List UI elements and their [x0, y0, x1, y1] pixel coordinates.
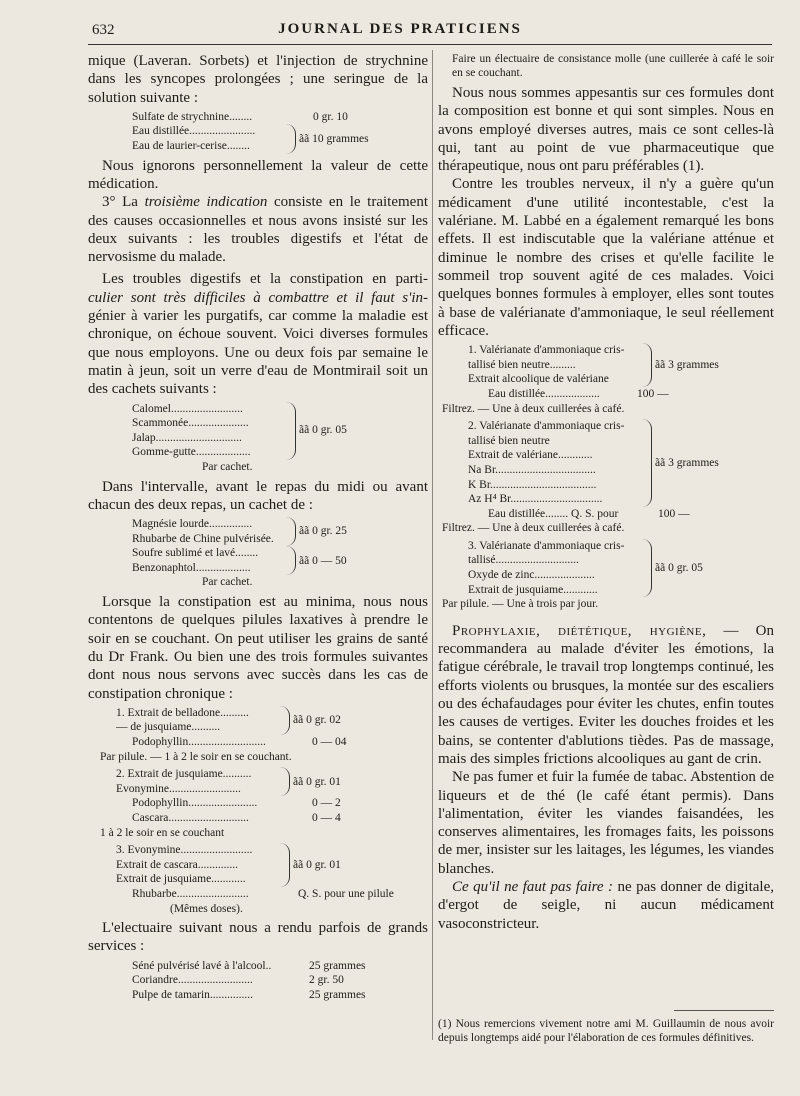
paragraph: mique (Laveran. Sorbets) et l'injection de strychnine dans les syncopes prolongées ; une seringue de la solution suivante :	[88, 53, 428, 106]
paragraph: Ne pas fumer et fuir la fumée de tabac. Abstention de liqueurs et de thé (le café étant permis). Dans l'alimentation, éviter les viandes faisandées, les conserves alimentaires, les fromages faits, les poissons de mer, insister sur les laitages, les légumes, les viandes blanches.	[438, 769, 774, 877]
paragraph: L'electuaire suivant nous a rendu parfois de grands services :	[88, 920, 428, 955]
journal-title: JOURNAL DES PRATICIENS	[278, 21, 522, 37]
formula-electuaire: Séné pulvérisé lavé à l'alcool.. 25 grammes Coriandre.......................... 2 gr. 50 Pulpe de tamarin............... 25 grammes	[132, 959, 366, 1001]
header-rule	[88, 44, 772, 45]
paragraph: Dans l'intervalle, avant le repas du midi ou avant chacun des deux repas, un cachet de :	[88, 478, 428, 513]
formula-pilule-1: 1. Extrait de belladone.......... — de jusquiame.......... ãã 0 gr. 02 Podophyllin........................... 0 — 04 Par pilule. — 1 à 2 le soir en se couchant.	[100, 706, 347, 763]
formula-valeriane-2: 2. Valérianate d'ammoniaque cris- tallisé bien neutre Extrait de valériane............ Na Br................................... K Br..................................... Az H⁴ Br................................ ãã 3 grammes Eau distillée........ Q. S. pour 100 — Filtrez. — Une à deux cuillerées à café.	[442, 420, 719, 535]
formula-valeriane-3: 3. Valérianate d'ammoniaque cris- tallisé............................. Oxyde de zinc..................... Extrait de jusquiame............ ãã 0 gr. 05 Par pilule. — Une à trois par jour.	[442, 539, 703, 611]
footnote-block	[438, 1010, 774, 1045]
column-divider	[432, 50, 433, 1040]
paragraph: Ce qu'il ne faut pas faire : ne pas donner de digitale, d'ergot de seigle, ni aucun médicament vasoconstricteur.	[438, 879, 774, 932]
paragraph-prophylaxie: Prophylaxie, diététique, hygiène, — On recommandera au malade d'éviter les émotions, la fatigue cérébrale, le travail trop longtemps continué, les efforts violents ou brusques, la montée sur des escaliers ou des échafaudages pour éviter les chutes, enfin toutes les causes de vertiges. Eviter les douches froides et les bains, se contenter d'ablutions tièdes. Pas de massage, mais des simples frictions alcooliques au gant de crin.	[438, 622, 774, 767]
paragraph: 3° La troisième indication consiste en le traitement des causes occasionnelles et nous avons insisté sur les deux suivants : les troubles digestifs et l'état de nervosisme du malade.	[88, 194, 428, 266]
paragraph: Contre les troubles nerveux, il n'y a guère qu'un médicament d'une utilité incontestable, c'est la valériane. M. Labbé en a également remarqué les bons effets. Il est indiscutable que la valériane atténue et diminue le nombre des crises et qu'elle facilite le sommeil trop souvent agité de ces malades. Voici quelques bonnes formules à employer, elles sont toutes à base de valérianate d'ammoniaque, le seul réellement efficace.	[438, 176, 774, 339]
formula-pilule-3: 3. Evonymine......................... Extrait de cascara.............. Extrait de jusquiame............ ãã 0 gr. 01 Rhubarbe......................... Q. S. pour une pilule (Mêmes doses).	[116, 844, 394, 915]
page-number: 632	[92, 22, 115, 38]
paragraph: Les troubles digestifs et la constipation en parti- culier sont très difficiles à combattre et il faut s'in- génier à varier les purgatifs, car comme la maladie est chronique, on échoue souvent. Voici diverses formules que nous employons. Une ou deux fois par semaine le matin à jeun, soit un verre d'eau de Montmirail soit un des cachets suivants :	[88, 271, 428, 398]
formula-cachet-1: Calomel......................... Scammonée..................... Jalap.............................. Gomme-gutte................... ãã 0 gr. 05 Par cachet.	[132, 402, 347, 473]
footnote: (1) Nous remercions vivement notre ami M. Guillaumin de nous avoir depuis longtemps aidé pour l'élaboration de ces formules définitives.	[438, 1018, 774, 1044]
paragraph: Lorsque la constipation est au minima, nous nous contentons de quelques pilules laxatives à prendre le soir en se couchant. On peut utiliser les grains de santé du Dr Frank. Ou bien une des trois formules suivantes dont nous nous servons avec succès dans les cas de constipation chronique :	[88, 594, 428, 702]
formula-valeriane-1: 1. Valérianate d'ammoniaque cris- tallisé bien neutre......... Extrait alcoolique de valériane ãã 3 grammes Eau distillée................... 100 — Filtrez. — Une à deux cuillerées à café.	[442, 344, 719, 415]
formula-cachet-2: Magnésie lourde............... Rhubarbe de Chine pulvérisée. ãã 0 gr. 25 Soufre sublimé et lavé........ Benzonaphtol................... ãã 0 — 50 Par cachet.	[132, 518, 347, 589]
footnote-rule	[674, 1010, 774, 1011]
electuaire-instructions: Faire un électuaire de consistance molle (une cuillerée à café le soir en se couchant.	[452, 53, 774, 79]
right-column	[438, 52, 774, 933]
paragraph: Nous nous sommes appesantis sur ces formules dont la composition est bonne et qui sont simples. Nous en avons employé diverses autres, mais ce sont celles-là qui, tant au point de vue pharmaceutique que thérapeutique, nous ont paru préférables (1).	[438, 85, 774, 175]
formula-pilule-2: 2. Extrait de jusquiame.......... Evonymine......................... ãã 0 gr. 01 Podophyllin........................ 0 — 2 Cascara............................ 0 — 4 1 à 2 le soir en se couchant	[100, 768, 341, 839]
formula-strychnine: Sulfate de strychnine........ 0 gr. 10 Eau distillée....................... Eau de laurier-cerise........ ãã 10 grammes	[132, 110, 369, 153]
paragraph: Nous ignorons personnellement la valeur de cette médication.	[88, 157, 428, 192]
left-column	[88, 52, 428, 1006]
